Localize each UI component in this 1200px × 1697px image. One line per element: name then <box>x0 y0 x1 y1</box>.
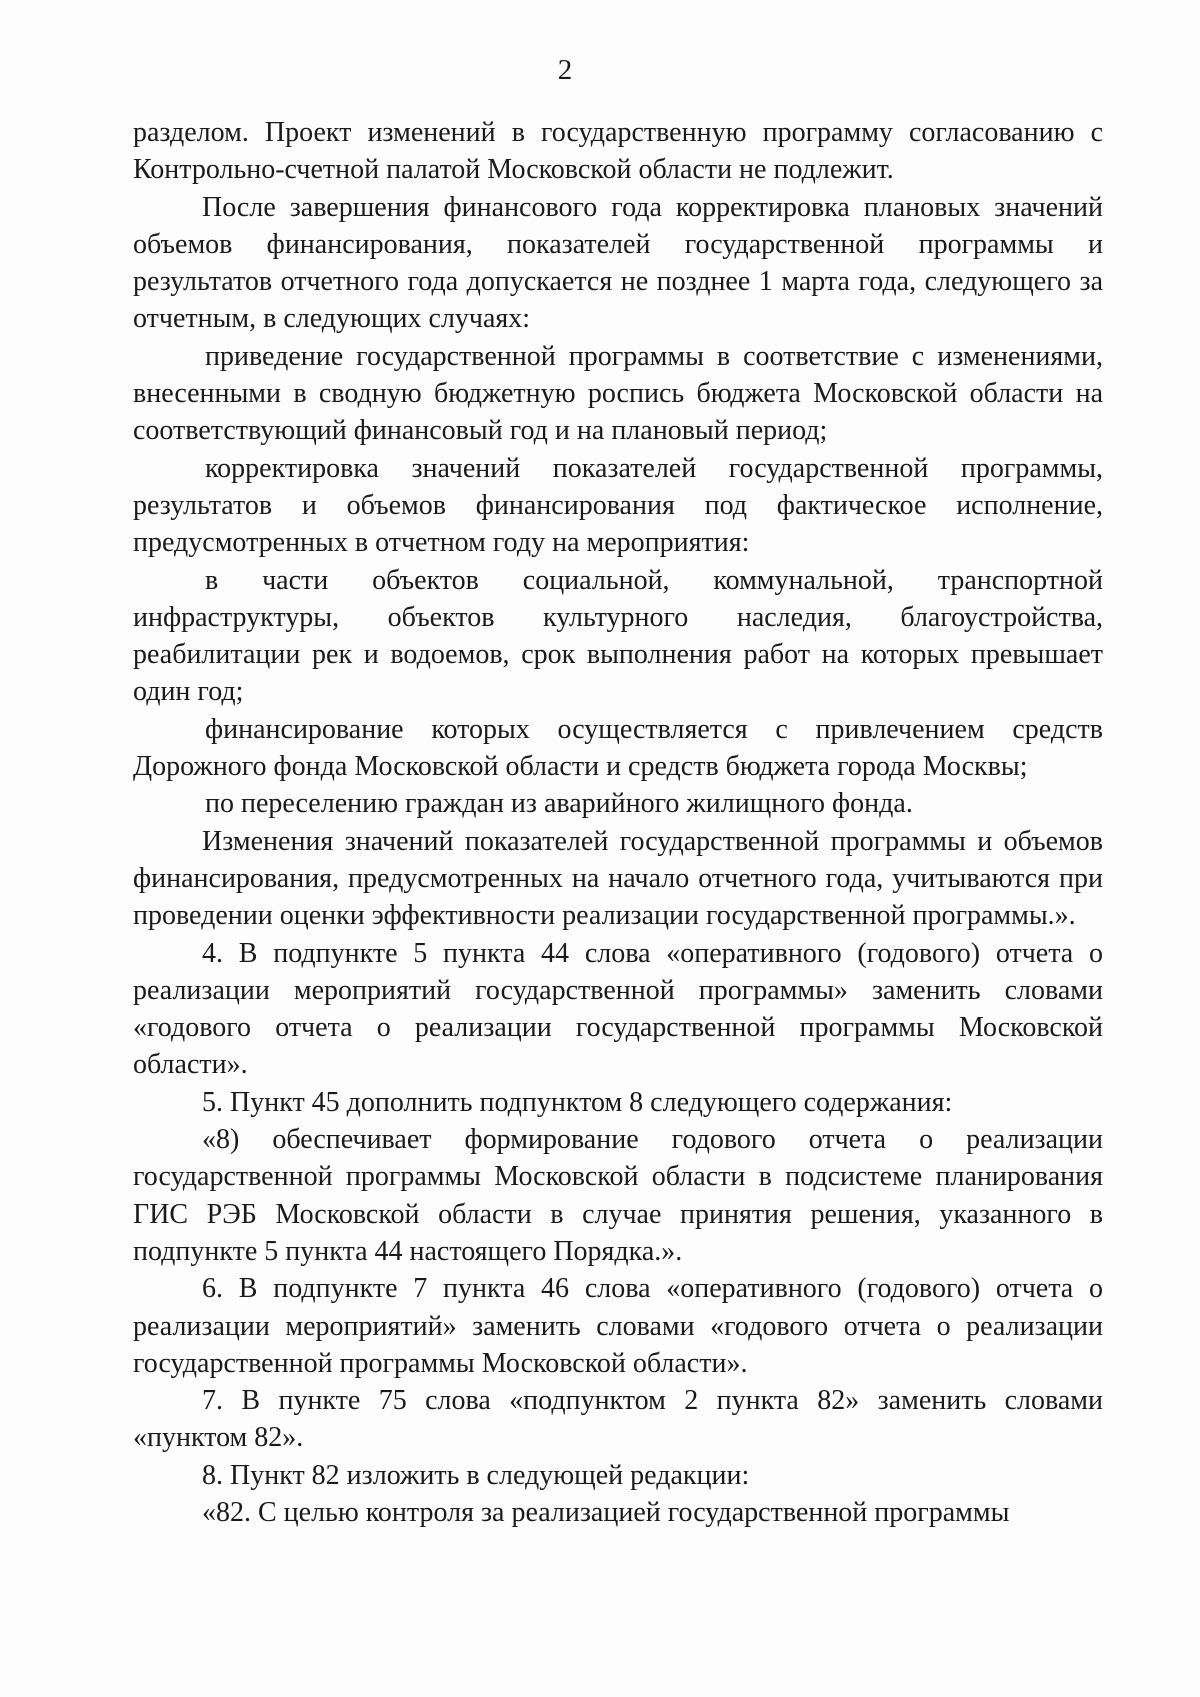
paragraph: 6. В подпункте 7 пункта 46 слова «оперативного (годового) отчета о реализации мероприятий» заменить словами «годового отчета о реализации государственной программы Московской области». <box>133 1273 1103 1379</box>
paragraph: по переселению граждан из аварийного жилищного фонда. <box>205 788 913 820</box>
paragraph: Изменения значений показателей государственной программы и объемов финансирования, предусмотренных на начало отчетного года, учитываются при проведении оценки эффективности реализации государственной программы.». <box>133 825 1103 932</box>
paragraph: 7. В пункте 75 слова «подпунктом 2 пункта 82» заменить словами «пунктом 82». <box>133 1385 1103 1454</box>
paragraph: После завершения финансового года корректировка плановых значений объемов финансирования, показателей государственной программы и результатов отчетного года допускается не позднее 1 марта года, следующего за отчетным, в следующих случаях: <box>133 191 1103 335</box>
paragraph: «8) обеспечивает формирование годового отчета о реализации государственной программы Московской области в подсистеме планирования ГИС РЭБ Московской области в случае принятия решения, указанного в подпункте 5 пункта 44 настоящего Порядка.». <box>133 1124 1103 1267</box>
paragraph: «82. С целью контроля за реализацией государственной программы <box>202 1496 1010 1528</box>
document-body <box>133 114 1103 1531</box>
paragraph: разделом. Проект изменений в государственную программу согласованию с Контрольно-счетной палатой Московской области не подлежит. <box>133 117 1103 186</box>
page-number: 2 <box>557 54 573 86</box>
paragraph: в части объектов социальной, коммунальной, транспортной инфраструктуры, объектов культурного наследия, благоустройства, реабилитации рек и водоемов, срок выполнения работ на которых превышает один год; <box>133 564 1103 708</box>
paragraph: корректировка значений показателей государственной программы, результатов и объемов финансирования под фактическое исполнение, предусмотренных в отчетном году на мероприятия: <box>133 452 1103 559</box>
paragraph: финансирование которых осуществляется с привлечением средств Дорожного фонда Московской области и средств бюджета города Москвы; <box>133 713 1103 783</box>
paragraph: приведение государственной программы в соответствие с изменениями, внесенными в сводную бюджетную роспись бюджета Московской области на соответствующий финансовый год и на плановый период; <box>133 340 1103 447</box>
paragraph: 5. Пункт 45 дополнить подпунктом 8 следующего содержания: <box>202 1086 953 1118</box>
paragraph: 4. В подпункте 5 пункта 44 слова «оперативного (годового) отчета о реализации мероприятий государственной программы» заменить словами «годового отчета о реализации государственной программы Московской области». <box>133 937 1103 1081</box>
paragraph: 8. Пункт 82 изложить в следующей редакции: <box>202 1459 750 1491</box>
